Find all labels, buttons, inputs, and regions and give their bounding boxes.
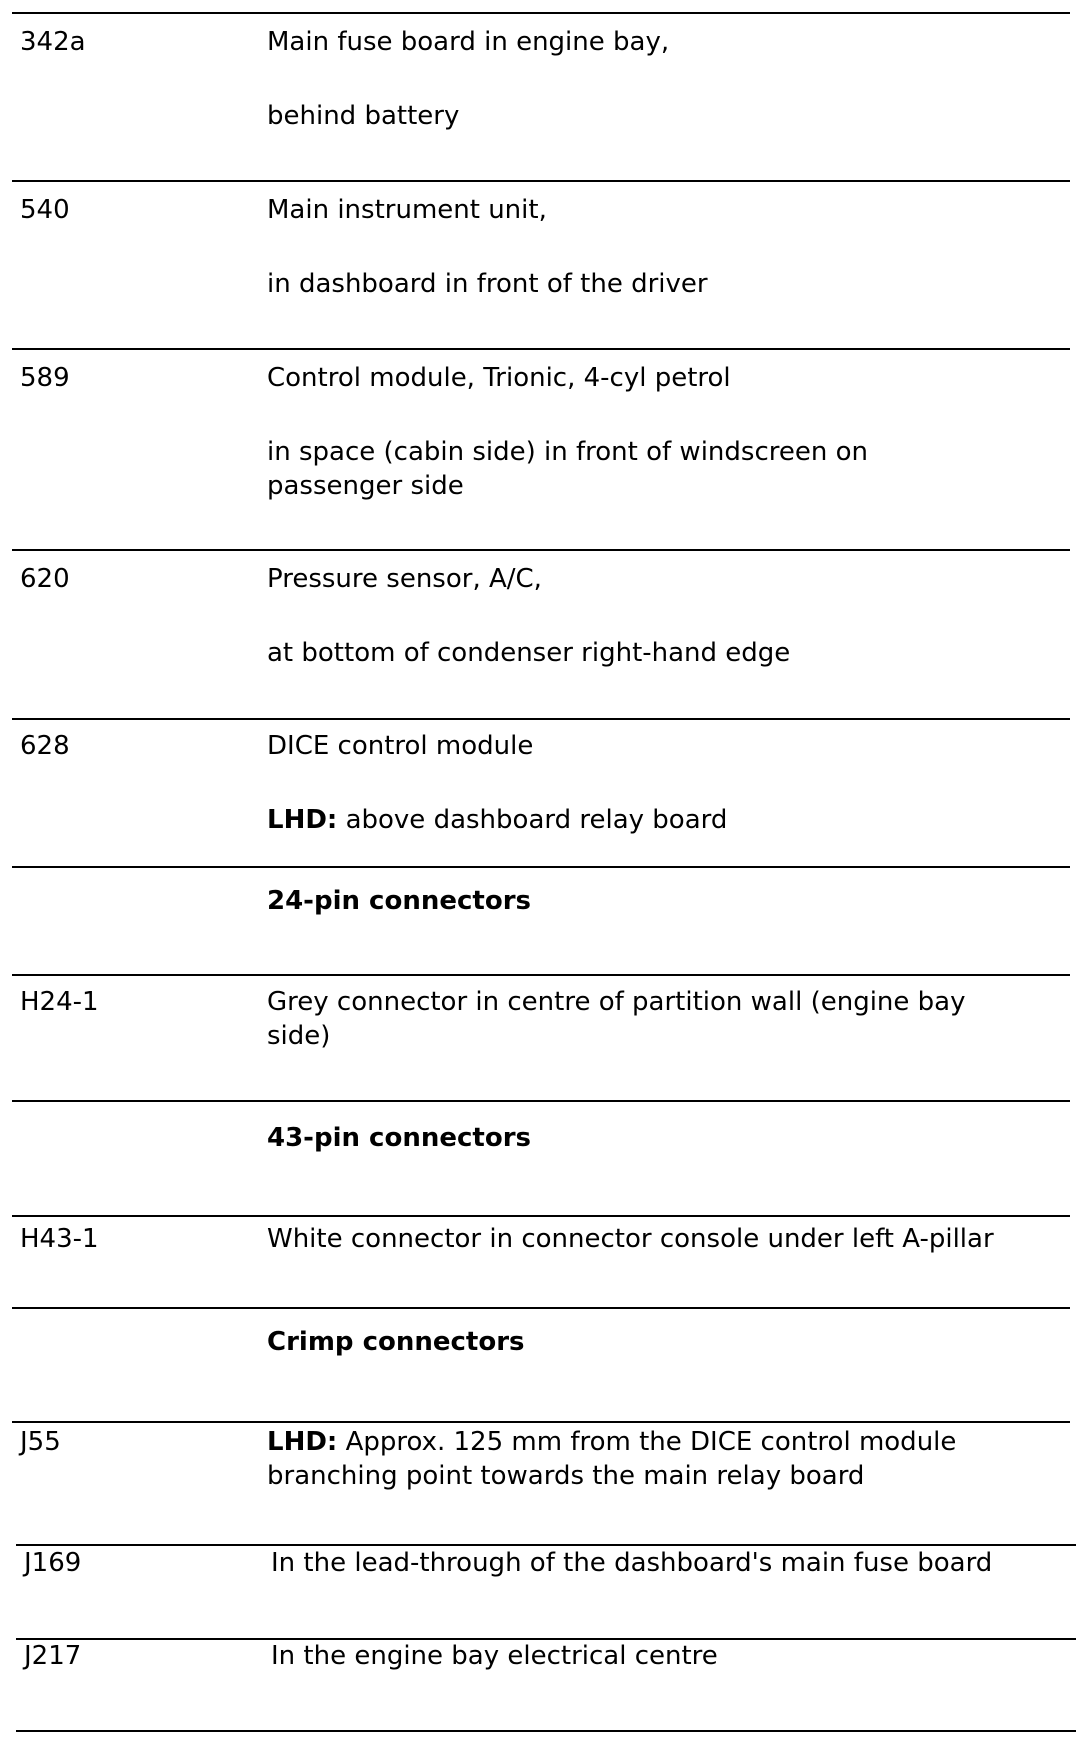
row-divider (12, 1421, 1070, 1423)
description-line: at bottom of condenser right-hand edge (267, 638, 791, 668)
description-line: passenger side (267, 471, 464, 501)
section-heading: 24-pin connectors (267, 886, 531, 916)
lhd-label: LHD: (267, 805, 338, 835)
component-description (267, 985, 1067, 1053)
section-heading: Crimp connectors (267, 1327, 525, 1357)
component-description (271, 1546, 1071, 1580)
component-description (267, 361, 1067, 503)
description-line: Grey connector in centre of partition wall (engine bay (267, 987, 966, 1017)
row-divider (12, 1307, 1070, 1309)
component-description (267, 193, 1067, 301)
row-divider (12, 549, 1070, 551)
component-description (267, 729, 1067, 837)
component-code: 342a (20, 27, 86, 57)
description-line: White connector in connector console under left A-pillar (267, 1224, 994, 1254)
row-divider (12, 12, 1070, 14)
row-divider (16, 1730, 1076, 1732)
description-line: Main fuse board in engine bay, (267, 27, 670, 57)
component-code: 540 (20, 195, 70, 225)
component-description (267, 1222, 1067, 1256)
description-line: Pressure sensor, A/C, (267, 564, 542, 594)
row-divider (12, 1100, 1070, 1102)
row-divider (12, 1215, 1070, 1217)
description-line: branching point towards the main relay board (267, 1461, 865, 1491)
description-line: Main instrument unit, (267, 195, 547, 225)
row-divider (12, 974, 1070, 976)
description-line: In the lead-through of the dashboard's main fuse board (271, 1548, 993, 1578)
component-code: 620 (20, 564, 70, 594)
component-code: J169 (24, 1548, 82, 1578)
component-description (267, 1425, 1067, 1493)
row-divider (12, 180, 1070, 182)
description-line: Control module, Trionic, 4-cyl petrol (267, 363, 731, 393)
row-divider (12, 348, 1070, 350)
component-description (267, 562, 1067, 670)
section-heading: 43-pin connectors (267, 1123, 531, 1153)
description-line: in dashboard in front of the driver (267, 269, 708, 299)
description-line: In the engine bay electrical centre (271, 1641, 718, 1671)
lhd-label: LHD: (267, 1427, 338, 1457)
description-line: DICE control module (267, 731, 534, 761)
component-code: H24-1 (20, 987, 99, 1017)
component-description (271, 1639, 1071, 1673)
component-code: 589 (20, 363, 70, 393)
component-code: J217 (24, 1641, 82, 1671)
description-line: side) (267, 1021, 331, 1051)
description-line: LHD: above dashboard relay board (267, 805, 728, 835)
description-line: in space (cabin side) in front of windscreen on (267, 437, 868, 467)
component-code: H43-1 (20, 1224, 99, 1254)
row-divider (12, 866, 1070, 868)
component-code: 628 (20, 731, 70, 761)
component-description (267, 25, 1067, 133)
description-line: behind battery (267, 101, 460, 131)
row-divider (12, 718, 1070, 720)
description-line: LHD: Approx. 125 mm from the DICE control module (267, 1427, 957, 1457)
component-code: J55 (20, 1427, 61, 1457)
